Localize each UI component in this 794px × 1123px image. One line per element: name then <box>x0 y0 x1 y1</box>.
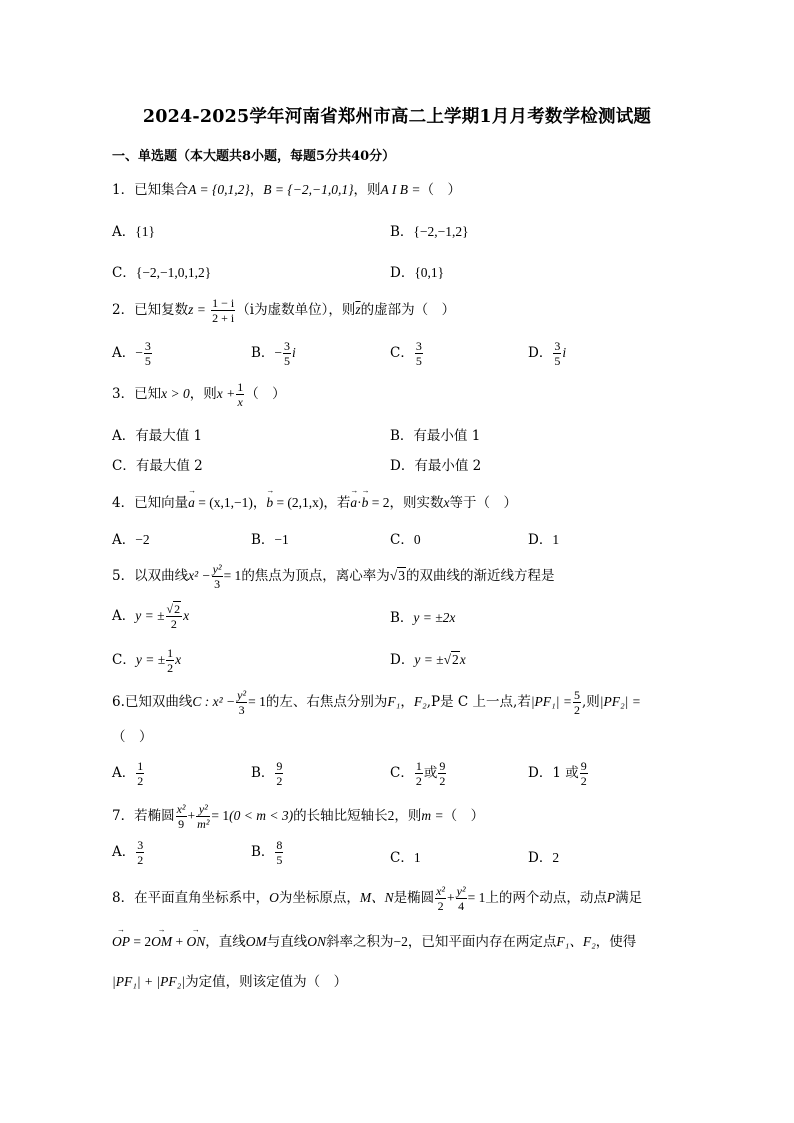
q6-answer-blank: （ ） <box>112 729 153 745</box>
question-4: 4．已知向量→ a = (x,1,−1)，→ b = (2,1,x)，若→ a·→ b = 2，则实数x等于（ ） <box>112 491 517 511</box>
q5-option-d[interactable]: D．y = ±√2x <box>390 652 466 668</box>
q1-option-c[interactable]: C．{−2,−1,0,1,2} <box>112 265 212 281</box>
q4-option-a[interactable]: A．−2 <box>112 532 150 548</box>
q1-option-b[interactable]: B．{−2,−1,2} <box>390 224 469 240</box>
q3-option-b[interactable]: B．有最小值 1 <box>390 428 481 444</box>
q4-option-b[interactable]: B．−1 <box>251 532 289 548</box>
q5-option-c[interactable]: C．y = ± $\frac{1}{2}$ x <box>112 646 182 675</box>
q6-option-a[interactable]: A． $\frac{1}{2}$ <box>112 759 144 788</box>
question-5: 5．以双曲线x² − $\frac{\text{y²}}{3}$ = 1的焦点为顶点，离心率为√3的双曲线的渐近线方程是 <box>112 562 555 591</box>
q4-option-c[interactable]: C．0 <box>390 532 421 548</box>
q2-option-c[interactable]: C． $\frac{3}{5}$ <box>390 339 422 368</box>
q3-option-c[interactable]: C．有最大值 2 <box>112 458 203 474</box>
q2-option-d[interactable]: D． $\frac{3}{5}$ i <box>528 339 567 368</box>
question-8: 8．在平面直角坐标系中，O为坐标原点，M、N是椭圆 $\frac{\text{x²}}{2}$ + $\frac{\text{y²}}{4}$ = 1上的两个动点，动点P满足 <box>112 884 643 913</box>
q2-fraction: $\frac{1 - i}{2 + i}$ <box>212 296 235 325</box>
page-title: 2024-2025学年河南省郑州市高二上学期1月月考数学检测试题 <box>142 107 652 127</box>
q6-option-c[interactable]: C． $\frac{1}{2}$ 或 $\frac{9}{2}$ <box>390 759 446 788</box>
q3-option-d[interactable]: D．有最小值 2 <box>390 458 482 474</box>
q4-option-d[interactable]: D．1 <box>528 532 560 548</box>
question-6: 6.已知双曲线C : x² − $\frac{\text{y²}}{3}$ = 1的左、右焦点分别为F₁，F₂,P是 C 上一点,若|PF₁| = $\frac{5}{2}$ ,则|PF₂| = <box>112 688 641 717</box>
question-1: 1．已知集合A = {0,1,2}，B = {−2,−1,0,1}，则A I B =（ ） <box>112 182 461 198</box>
q7-option-c[interactable]: C．1 <box>390 850 421 866</box>
q7-option-d[interactable]: D．2 <box>528 850 560 866</box>
q2-option-a[interactable]: A．− $\frac{3}{5}$ <box>112 339 151 368</box>
question-2: 2．已知复数z = $\frac{1 - i}{2 + i}$ （i为虚数单位），则$\overline{z}$的虚部为（ ） <box>112 296 456 325</box>
question-7: 7．若椭圆 $\frac{\text{x²}}{9}$ + $\frac{\text{y²}}{\text{m²}}$ = 1(0 < m < 3)的长轴比短轴长2，则m =（ ） <box>112 802 485 831</box>
q5-option-b[interactable]: B．y = ±2x <box>390 610 456 626</box>
q6-option-d[interactable]: D．1 或 $\frac{9}{2}$ <box>528 759 587 788</box>
question-3: 3．已知x > 0，则x + $\frac{1}{x}$ （ ） <box>112 380 286 409</box>
question-8-line-3: |PF₁| + |PF₂|为定值，则该定值为（ ） <box>112 974 348 990</box>
q1-option-d[interactable]: D．{0,1} <box>390 265 445 281</box>
q5-option-a[interactable]: A．y = ± $\frac{√2}{2}$ x <box>112 602 190 631</box>
q7-option-b[interactable]: B． $\frac{8}{5}$ <box>251 838 283 867</box>
q7-option-a[interactable]: A． $\frac{3}{2}$ <box>112 838 144 867</box>
q3-option-a[interactable]: A．有最大值 1 <box>112 428 203 444</box>
q1-option-a[interactable]: A．{1} <box>112 224 155 240</box>
question-8-line-2: → OP = 2→ OM + → ON，直线OM与直线ON斜率之积为−2，已知平面内存在两定点F₁、F₂，使得 <box>112 930 636 950</box>
q6-option-b[interactable]: B． $\frac{9}{2}$ <box>251 759 283 788</box>
section-heading: 一、单选题（本大题共8小题，每题5分共40分） <box>112 149 396 164</box>
q2-option-b[interactable]: B．− $\frac{3}{5}$ i <box>251 339 296 368</box>
